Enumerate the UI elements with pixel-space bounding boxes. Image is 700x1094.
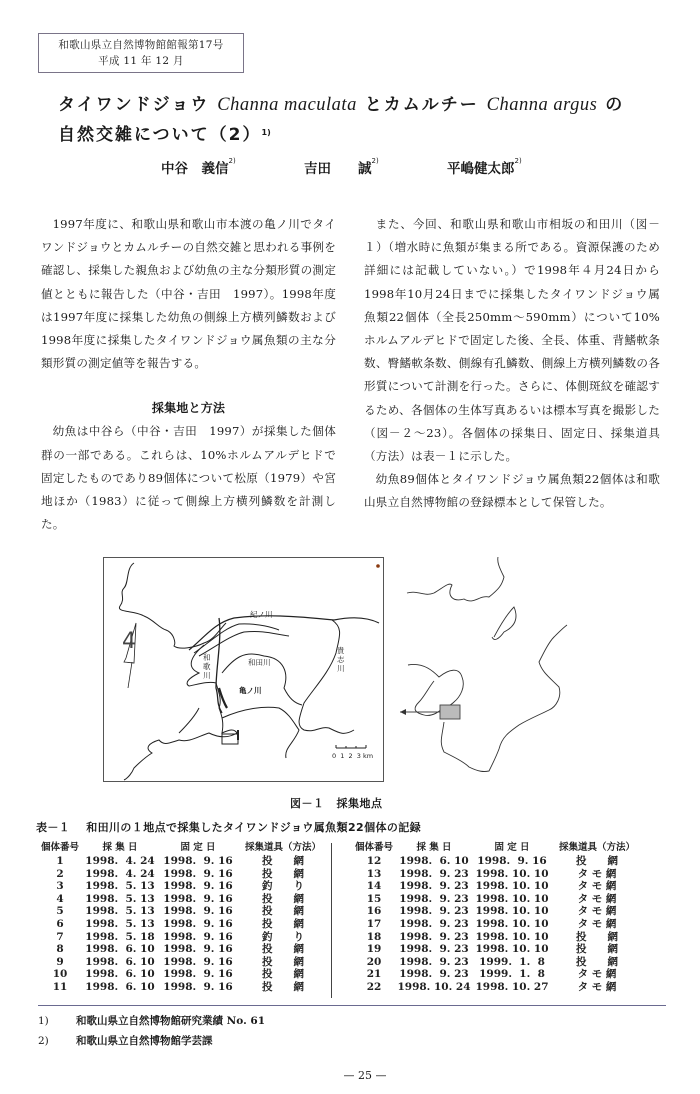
journal-name: 和歌山県立自然博物館館報第17号 bbox=[58, 39, 224, 51]
methods-paragraph: 幼魚89個体とタイワンドジョウ属魚類22個体は和歌山県立自然博物館の登録標本として保管した。 bbox=[364, 472, 660, 510]
collection-date: 1998. 9. 23 bbox=[399, 880, 469, 893]
collection-method: 投 網 bbox=[262, 980, 304, 993]
table-row bbox=[38, 893, 328, 906]
table-row bbox=[38, 918, 328, 931]
fixation-date: 1999. 1. 8 bbox=[479, 955, 545, 968]
fixation-date: 1998. 9. 16 bbox=[477, 855, 547, 867]
collection-method: 投 網 bbox=[262, 905, 304, 918]
table-row bbox=[352, 868, 642, 881]
column-header: 採集道具（方法） bbox=[558, 842, 635, 854]
fixation-date: 1998. 10. 27 bbox=[475, 980, 549, 993]
section-heading: 採集地と方法 bbox=[151, 401, 226, 416]
table-row bbox=[38, 905, 328, 918]
fixation-date: 1998. 9. 16 bbox=[163, 980, 233, 993]
label-kamenokawa: 亀ノ川 bbox=[239, 686, 262, 695]
figure-caption bbox=[290, 795, 383, 811]
collection-method: 投 網 bbox=[262, 855, 304, 867]
collection-date: 1998. 9. 23 bbox=[399, 905, 469, 918]
column-header: 個体番号 bbox=[40, 842, 79, 854]
collection-method: 投 網 bbox=[576, 930, 618, 943]
column-header: 採 集 日 bbox=[416, 842, 452, 854]
specimen-id: 20 bbox=[366, 955, 382, 968]
collection-method: 投 網 bbox=[576, 855, 618, 867]
specimen-table-right bbox=[352, 842, 642, 994]
collection-method: タ モ 網 bbox=[577, 980, 617, 993]
table-row bbox=[38, 968, 328, 981]
label-kinokawa: 紀ノ川 bbox=[250, 610, 273, 619]
figure-caption-text: 採集地点 bbox=[336, 797, 383, 810]
specimen-id: 14 bbox=[366, 880, 382, 893]
collection-date: 1998. 9. 23 bbox=[399, 892, 469, 905]
collection-method: 投 網 bbox=[262, 892, 304, 905]
table-row bbox=[352, 880, 642, 893]
collection-date: 1998. 5. 13 bbox=[85, 917, 155, 930]
fixation-date: 1999. 1. 8 bbox=[479, 968, 545, 981]
collection-date: 1998. 5. 13 bbox=[85, 905, 155, 918]
fixation-date: 1998. 10. 10 bbox=[475, 943, 549, 956]
fixation-date: 1998. 10. 10 bbox=[475, 930, 549, 943]
fixation-date: 1998. 9. 16 bbox=[163, 867, 233, 880]
collection-date: 1998. 9. 23 bbox=[399, 867, 469, 880]
table-row bbox=[352, 956, 642, 969]
table-row bbox=[352, 968, 642, 981]
species-name-argus: Channa argus bbox=[486, 95, 598, 115]
specimen-id: 2 bbox=[56, 867, 64, 880]
column-header: 固 定 日 bbox=[494, 842, 530, 854]
specimen-id: 10 bbox=[52, 968, 68, 981]
collection-method: タ モ 網 bbox=[577, 917, 617, 930]
collection-date: 1998. 6. 10 bbox=[399, 855, 469, 867]
label-wadagawa: 和田川 bbox=[248, 658, 271, 667]
column-header: 採集道具（方法） bbox=[244, 842, 321, 854]
fixation-date: 1998. 9. 16 bbox=[163, 917, 233, 930]
specimen-id: 17 bbox=[366, 917, 382, 930]
collection-date: 1998. 9. 23 bbox=[399, 968, 469, 981]
table-row bbox=[38, 956, 328, 969]
collection-method: 投 網 bbox=[262, 943, 304, 956]
specimen-id: 3 bbox=[56, 880, 64, 893]
specimen-id: 19 bbox=[366, 943, 382, 956]
footnote-divider bbox=[38, 1005, 666, 1006]
fixation-date: 1998. 9. 16 bbox=[163, 905, 233, 918]
methods-paragraph: 幼魚は中谷ら（中谷・吉田 1997）が採集した個体群の一部である。これらは、10%ホルムアルデヒドで固定したものであり89個体について松原（1979）や宮地ほか（1983）に従って側線上方横列鱗数を計測した。 bbox=[41, 424, 336, 532]
collection-date: 1998. 4. 24 bbox=[85, 855, 155, 867]
table-row bbox=[38, 943, 328, 956]
column-header: 採 集 日 bbox=[102, 842, 138, 854]
collection-date: 1998. 6. 10 bbox=[85, 943, 155, 956]
footnote: 2) 和歌山県立自然博物館学芸課 bbox=[38, 1035, 213, 1047]
species-name-maculata: Channa maculata bbox=[217, 95, 357, 115]
collection-date: 1998. 5. 18 bbox=[85, 930, 155, 943]
table-divider bbox=[331, 843, 332, 998]
column-header: 固 定 日 bbox=[180, 842, 216, 854]
author: 吉田 誠$^{2)}$ bbox=[304, 157, 379, 177]
body-column-right bbox=[364, 213, 660, 515]
fixation-date: 1998. 9. 16 bbox=[163, 968, 233, 981]
table-row bbox=[352, 905, 642, 918]
kansai-region-graphic bbox=[384, 557, 624, 797]
collection-method: 投 網 bbox=[262, 968, 304, 981]
intro-paragraph: 1997年度に、和歌山県和歌山市本渡の亀ノ川でタイワンドジョウとカムルチーの自然交雑と思われる事例を確認し、採集した親魚および幼魚の主な分類形質の測定値とともに報告した（中谷・吉田 1997）。1998年度は1997年度に採集した幼魚の側線上方横列鱗数および1998年度に採集したタイワンドジョウ属魚類の主な分類形質の測定値等を報告する。 bbox=[41, 217, 336, 371]
specimen-id: 18 bbox=[366, 930, 382, 943]
inset-map bbox=[384, 557, 624, 797]
column-header: 個体番号 bbox=[354, 842, 393, 854]
page-number: — 25 — bbox=[343, 1069, 387, 1082]
specimen-id: 12 bbox=[366, 855, 382, 867]
table-label: 表－１ bbox=[36, 821, 71, 834]
specimen-id: 9 bbox=[56, 955, 64, 968]
collection-date: 1998. 6. 10 bbox=[85, 955, 155, 968]
title-part: 自然交雑について（2） bbox=[58, 125, 262, 145]
title-part: タイワンドジョウ bbox=[58, 95, 210, 115]
collection-date: 1998. 9. 23 bbox=[399, 917, 469, 930]
specimen-id: 11 bbox=[52, 980, 68, 993]
title-footnote-ref: 1) bbox=[261, 128, 271, 137]
specimen-id: 7 bbox=[56, 930, 64, 943]
fixation-date: 1998. 9. 16 bbox=[163, 943, 233, 956]
specimen-id: 6 bbox=[56, 917, 64, 930]
footnotes bbox=[38, 1011, 265, 1051]
north-arrow-icon: 4 bbox=[122, 629, 136, 654]
table-row bbox=[38, 855, 328, 868]
collection-date: 1998. 4. 24 bbox=[85, 867, 155, 880]
fixation-date: 1998. 10. 10 bbox=[475, 917, 549, 930]
table-caption bbox=[36, 819, 421, 835]
collection-method: タ モ 網 bbox=[577, 892, 617, 905]
journal-info-box bbox=[38, 33, 244, 73]
specimen-id: 5 bbox=[56, 905, 64, 918]
title-part: とカムルチー bbox=[364, 95, 479, 115]
article-title bbox=[58, 90, 678, 150]
collection-method: 釣 り bbox=[262, 930, 304, 943]
fixation-date: 1998. 10. 10 bbox=[475, 892, 549, 905]
footnote: 1) 和歌山県立自然博物館研究業績 No. 61 bbox=[38, 1015, 265, 1027]
collection-date: 1998. 9. 23 bbox=[399, 955, 469, 968]
collection-method: タ モ 網 bbox=[577, 968, 617, 981]
fixation-date: 1998. 10. 10 bbox=[475, 880, 549, 893]
table-row bbox=[38, 981, 328, 994]
table-row bbox=[352, 943, 642, 956]
table-row bbox=[38, 868, 328, 881]
fixation-date: 1998. 10. 10 bbox=[475, 867, 549, 880]
table-row bbox=[352, 893, 642, 906]
collection-method: タ モ 網 bbox=[577, 905, 617, 918]
body-column-left bbox=[41, 213, 336, 536]
specimen-id: 4 bbox=[56, 892, 64, 905]
collection-date: 1998. 6. 10 bbox=[85, 968, 155, 981]
fixation-date: 1998. 9. 16 bbox=[163, 930, 233, 943]
fixation-date: 1998. 9. 16 bbox=[163, 955, 233, 968]
specimen-id: 21 bbox=[366, 968, 382, 981]
figure-label: 図－１ bbox=[290, 797, 325, 810]
specimen-id: 22 bbox=[366, 980, 382, 993]
collection-method: 投 網 bbox=[262, 917, 304, 930]
specimen-table-left bbox=[38, 842, 328, 994]
table-row bbox=[352, 855, 642, 868]
specimen-id: 13 bbox=[366, 867, 382, 880]
collection-date: 1998. 5. 13 bbox=[85, 880, 155, 893]
label-wakagawa: 和歌川 bbox=[203, 653, 211, 680]
scale-label: 0 1 2 3 km bbox=[332, 752, 374, 760]
collection-method: 投 網 bbox=[262, 955, 304, 968]
table-row bbox=[38, 931, 328, 944]
collection-date: 1998. 6. 10 bbox=[85, 980, 155, 993]
label-kishigawa: 貴志川 bbox=[337, 646, 345, 673]
fixation-date: 1998. 9. 16 bbox=[163, 855, 233, 867]
title-part: の bbox=[605, 95, 625, 115]
collection-method: 投 網 bbox=[576, 955, 618, 968]
specimen-id: 1 bbox=[56, 855, 64, 867]
author: 平嶋健太郎$^{2)}$ bbox=[447, 157, 522, 177]
collection-method: タ モ 網 bbox=[577, 880, 617, 893]
collection-date: 1998. 5. 13 bbox=[85, 892, 155, 905]
table-caption-text: 和田川の１地点で採集したタイワンドジョウ属魚類22個体の記録 bbox=[86, 821, 422, 834]
collection-method: 釣 り bbox=[262, 880, 304, 893]
detail-map bbox=[103, 557, 384, 782]
collection-date: 1998. 10. 24 bbox=[397, 980, 471, 993]
specimen-id: 15 bbox=[366, 892, 382, 905]
specimen-id: 16 bbox=[366, 905, 382, 918]
table-row bbox=[352, 931, 642, 944]
table-row bbox=[352, 918, 642, 931]
author: 中谷 義信$^{2)}$ bbox=[161, 157, 236, 177]
collection-method: 投 網 bbox=[576, 943, 618, 956]
fixation-date: 1998. 9. 16 bbox=[163, 892, 233, 905]
table-row bbox=[352, 981, 642, 994]
collection-method: 投 網 bbox=[262, 867, 304, 880]
collection-method: タ モ 網 bbox=[577, 867, 617, 880]
fixation-date: 1998. 9. 16 bbox=[163, 880, 233, 893]
collection-date: 1998. 9. 23 bbox=[399, 943, 469, 956]
fixation-date: 1998. 10. 10 bbox=[475, 905, 549, 918]
journal-date: 平成 11 年 12 月 bbox=[98, 55, 184, 67]
methods-paragraph: また、今回、和歌山県和歌山市相坂の和田川（図－１）（増水時に魚類が集まる所である。資源保護のため詳細には記載していない。）で1998年４月24日から1998年10月24日までに採集したタイワンドジョウ属魚類22個体（全長250mm～590mm）について10%ホルムアルデヒドで固定した後、全長、体重、背鰭軟条数、臀鰭軟条数、側線有孔鱗数、側線上方横列鱗数の各形質について計測を行った。さらに、体側斑紋を確認するため、各個体の生体写真あるいは標本写真を撮影した（図－２～23）。各個体の採集日、固定日、採集道具（方法）は表－１に示した。 bbox=[364, 217, 660, 464]
author-list bbox=[0, 157, 700, 179]
collection-date: 1998. 9. 23 bbox=[399, 930, 469, 943]
table-row bbox=[38, 880, 328, 893]
specimen-id: 8 bbox=[56, 943, 64, 956]
